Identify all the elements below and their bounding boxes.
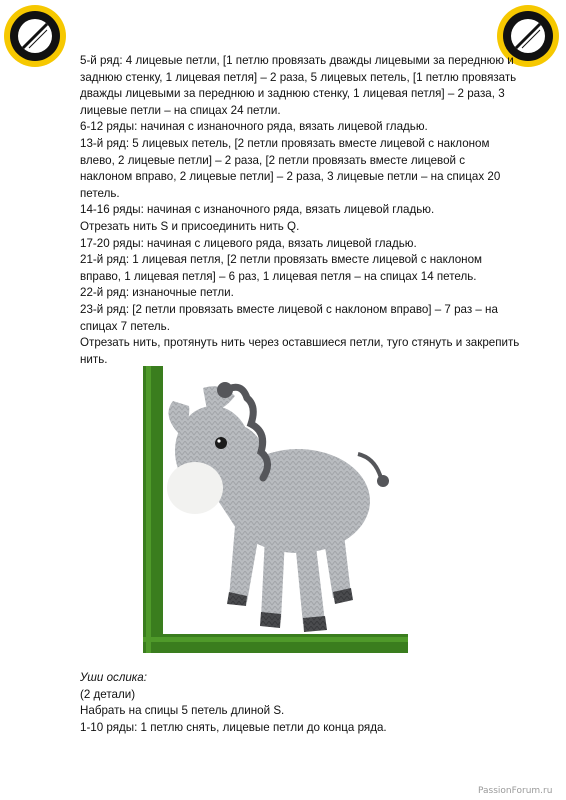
instructions-block xyxy=(80,53,520,368)
instruction-line: 23-й ряд: [2 петли провязать вместе лицевой с наклоном вправо] – 7 раз – на спицах 7 петель. xyxy=(80,302,498,333)
instruction-line: 22-й ряд: изнаночные петли. xyxy=(80,286,234,300)
instruction-line: Набрать на спицы 5 петель длиной S. xyxy=(80,704,285,718)
parts-count: (2 детали) xyxy=(80,687,136,701)
pdf-badge-icon xyxy=(3,4,67,68)
instruction-line: 6-12 ряды: начиная с изнаночного ряда, вязать лицевой гладью. xyxy=(80,120,428,134)
instruction-line: 17-20 ряды: начиная с лицевого ряда, вязать лицевой гладью. xyxy=(80,236,417,250)
ears-section xyxy=(80,670,520,736)
frame-bottom xyxy=(143,634,408,653)
knitted-donkey-image xyxy=(143,366,408,653)
section-title: Уши ослика: xyxy=(80,671,147,684)
instruction-line: 1-10 ряды: 1 петлю снять, лицевые петли до конца ряда. xyxy=(80,720,387,734)
donkey-photo xyxy=(143,366,408,653)
instruction-line: Отрезать нить, протянуть нить через оставшиеся петли, туго стянуть и закрепить нить. xyxy=(80,336,520,366)
instruction-line: 5-й ряд: 4 лицевые петли, [1 петлю провязать дважды лицевыми за переднюю и заднюю стенку, 1 лицевая петля] – 2 раза, 5 лицевых петель, [1 петлю провязать дважды лицевыми за переднюю и заднюю стенку, 1 лицевая петля] – 2 раза, 3 лицевые петли – на спицах 24 петли. xyxy=(80,54,517,117)
pdf-change-viewer-stamp-left[interactable] xyxy=(3,4,67,68)
instruction-line: 13-й ряд: 5 лицевых петель, [2 петли провязать вместе лицевой с наклоном влево, 2 лицевые петли] – 2 раза, [2 петли провязать вместе лицевой с наклоном вправо, 2 лицевые петли] – 2 раза, 3 лицевые петли – на спицах 20 петель. xyxy=(80,136,501,200)
instruction-line: 14-16 ряды: начиная с изнаночного ряда, вязать лицевой гладью. xyxy=(80,203,435,217)
instruction-line: 21-й ряд: 1 лицевая петля, [2 петли провязать вместе лицевой с наклоном вправо, 1 лицевая петля] – 6 раз, 1 лицевая петля – на спицах 14 петель. xyxy=(80,253,482,283)
instruction-line: Отрезать нить S и присоединить нить Q. xyxy=(80,219,300,233)
site-watermark: PassionForum.ru xyxy=(478,786,553,796)
